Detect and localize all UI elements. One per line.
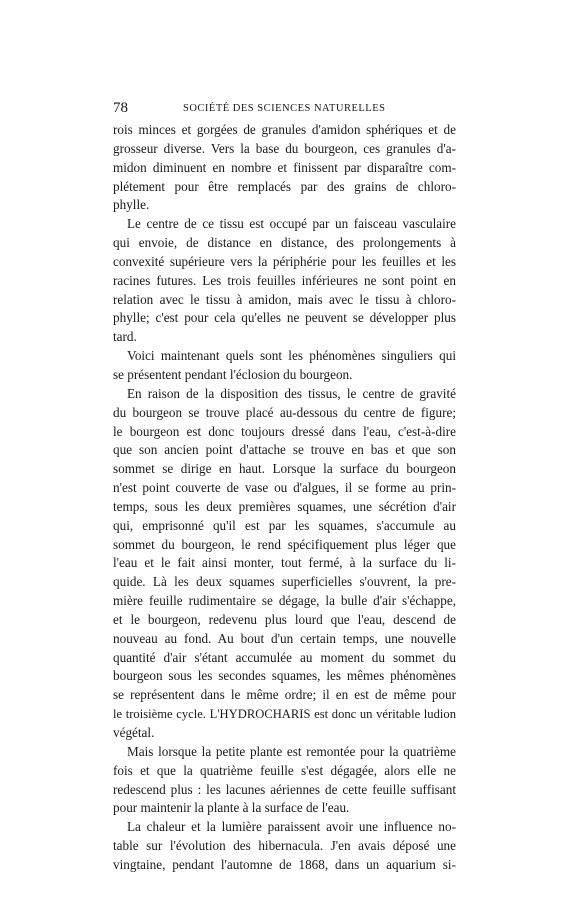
text-line: phylle. <box>113 197 150 213</box>
text-line: Le centre de ce tissu est occupé par un faisceau vasculaire <box>127 216 456 232</box>
text-line: redescend plus : les lacunes aériennes de cette feuille suffisant <box>113 781 456 797</box>
text-line: qui, emprisonné qu'il est par les squames, s'accumule au <box>113 517 456 533</box>
text-line: le bourgeon est donc toujours dressé dans l'eau, c'est-à-dire <box>113 423 456 439</box>
text-line: végétal. <box>113 725 155 740</box>
text-line: La chaleur et la lumière paraissent avoir une influence no- <box>127 819 456 835</box>
text-line: quantité d'air s'étant accumulée au moment du sommet du <box>113 649 456 665</box>
text-line: et le bourgeon, redevenu plus lourd que l'eau, descend de <box>113 611 456 627</box>
text-line: qui envoie, de distance en distance, des prolongements à <box>113 235 456 251</box>
text-line: relation avec le tissu à amidon, mais avec le tissu à chloro- <box>113 291 456 307</box>
text-line: temps, sous les deux premières squames, une sécrétion d'air <box>113 498 456 514</box>
page-header <box>113 100 458 120</box>
text-line: pour maintenir la plante à la surface de l'eau. <box>113 800 350 816</box>
text-line: midon diminuent en nombre et finissent par disparaître com- <box>113 159 456 175</box>
text-line: l'eau et le fait ainsi monter, tout fermé, à la surface du li- <box>113 555 456 571</box>
text-line: phylle; c'est pour cela qu'elles ne peuvent se développer plus <box>113 310 456 326</box>
text-line: tard. <box>113 329 137 345</box>
text-line: que son ancien point d'attache se trouve en bas et que son <box>113 442 456 458</box>
text-line: Mais lorsque la petite plante est remontée pour la quatrième <box>127 743 456 759</box>
text-line: nouveau au fond. Au bout d'un certain temps, une nouvelle <box>113 630 456 646</box>
text-line: table sur l'évolution des hibernacula. J'en avais déposé une <box>113 838 456 854</box>
text-line: du bourgeon se trouve placé au-dessous du centre de figure; <box>113 404 456 420</box>
text-line: bourgeon sous les secondes squames, les mêmes phénomènes <box>113 668 456 684</box>
text-line: Voici maintenant quels sont les phénomènes singuliers qui <box>127 348 456 364</box>
text-line: plétement pour être remplacés par des grains de chloro- <box>113 178 456 194</box>
text-line: sommet se dirige en haut. Lorsque la surface du bourgeon <box>113 461 456 477</box>
text-line: En raison de la disposition des tissus, le centre de gravité <box>127 385 456 401</box>
text-line: le troisième cycle. L'HYDROCHARIS est donc un véritable ludion <box>113 707 456 722</box>
text-line: convexité supérieure vers la périphérie pour les feuilles et les <box>113 253 456 269</box>
text-line: racines futures. Les trois feuilles inférieures ne sont point en <box>113 272 456 288</box>
text-line: sommet du bourgeon, le rend spécifiquement plus léger que <box>113 536 456 552</box>
text-line: se présentent pendant l'éclosion du bourgeon. <box>113 366 353 382</box>
text-line: se représentent dans le même ordre; il en est de même pour <box>113 687 456 703</box>
text-line: quide. Là les deux squames superficielles s'ouvrent, la pre- <box>113 574 456 590</box>
text-line: n'est point couverte de vase ou d'algues, il se forme au prin- <box>113 480 456 496</box>
text-line: fois et que la quatrième feuille s'est dégagée, alors elle ne <box>113 762 456 778</box>
body-text <box>113 121 456 875</box>
text-line: rois minces et gorgées de granules d'amidon sphériques et de <box>113 122 456 137</box>
text-line: vingtaine, pendant l'automne de 1868, dans un aquarium si- <box>113 856 456 872</box>
running-title: SOCIÉTÉ DES SCIENCES NATURELLES <box>183 103 386 114</box>
text-line: mière feuille rudimentaire se dégage, la bulle d'air s'échappe, <box>113 593 456 609</box>
page-number: 78 <box>113 100 128 116</box>
text-line: grosseur diverse. Vers la base du bourgeon, ces granules d'a- <box>113 140 456 156</box>
